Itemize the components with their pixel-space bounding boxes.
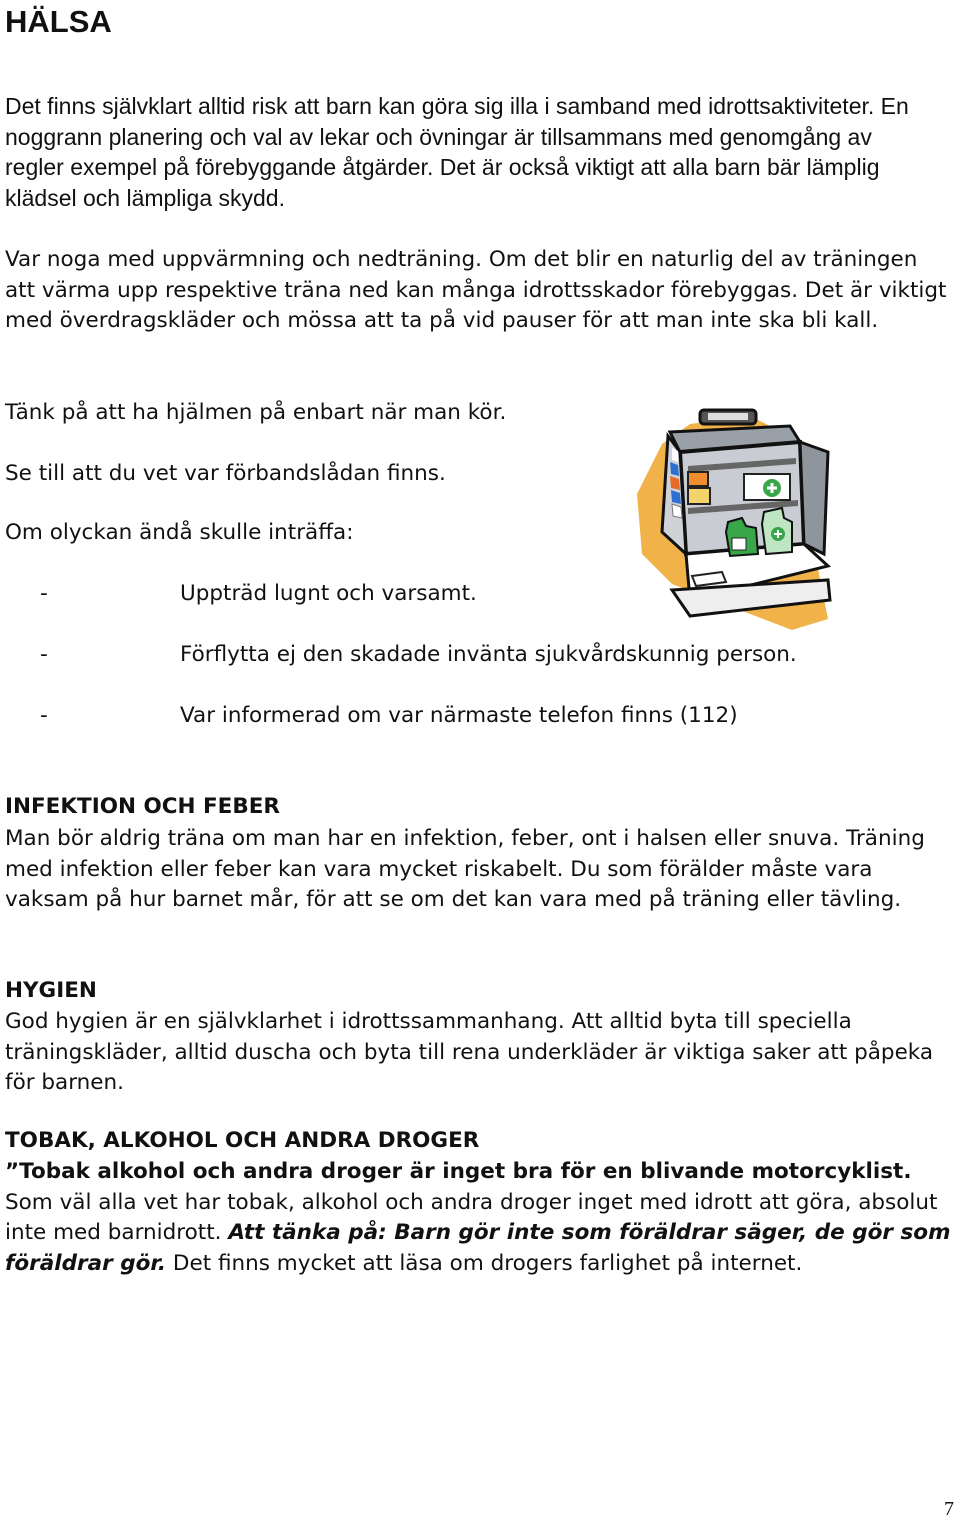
list-bullet: - (40, 642, 48, 667)
first-aid-kit-icon (632, 404, 832, 634)
list-bullet: - (40, 581, 48, 606)
tobacco-body: Som väl alla vet har tobak, alkohol och andra droger inget med idrott att göra, absolut inte med barnidrott. (5, 1189, 938, 1245)
firstaid-location-paragraph: Se till att du vet var förbandslådan finns. (5, 461, 446, 486)
infection-paragraph: Man bör aldrig träna om man har en infektion, feber, ont i halsen eller snuva. Träning med infektion eller feber kan vara mycket riskabelt. Du som förälder måste vara vaksam på hur barnet mår, för att se om det kan vara med på träning eller tävling. (5, 826, 925, 912)
list-text: Förflytta ej den skadade invänta sjukvårdskunnig person. (180, 642, 797, 667)
tobacco-body-end: Det finns mycket att läsa om drogers farlighet på internet. (172, 1250, 803, 1276)
tobacco-paragraph (5, 1157, 953, 1279)
infection-heading: INFEKTION OCH FEBER (5, 794, 280, 819)
warmup-paragraph: Var noga med uppvärmning och nedträning. Om det blir en naturlig del av träningen att värma upp respektive träna ned kan många idrottsskador förebyggas. Det är viktigt med överdragskläder och mössa att ta på vid pauser för att man inte ska bli kall. (5, 247, 947, 333)
list-text: Uppträd lugnt och varsamt. (180, 581, 477, 606)
list-bullet: - (40, 703, 48, 728)
page-title: HÄLSA (5, 4, 112, 39)
list-item (0, 640, 900, 670)
tobacco-quote: ”Tobak alkohol och andra droger är inget bra för en blivande motorcyklist. (5, 1159, 912, 1184)
intro-paragraph: Det finns självklart alltid risk att barn kan göra sig illa i samband med idrottsaktiviteter. En noggrann planering och val av lekar och övningar är tillsammans med genomgång av regler exempel på förebyggande åtgärder. Det är också viktigt att alla barn bär lämplig klädsel och lämpliga skydd. (5, 93, 909, 211)
hygiene-heading: HYGIEN (5, 978, 97, 1003)
tobacco-emphasis: Att tänka på: Barn gör inte som föräldrar säger, de gör som föräldrar gör. (5, 1220, 951, 1276)
hygiene-paragraph: God hygien är en självklarhet i idrottssammanhang. Att alltid byta till speciella träningskläder, alltid duscha och byta till rena underkläder är viktiga saker att påpeka för barnen. (5, 1009, 934, 1095)
page-number: 7 (944, 1498, 954, 1520)
list-item (0, 701, 900, 731)
list-text: Var informerad om var närmaste telefon finns (112) (180, 703, 738, 728)
accident-intro: Om olyckan ändå skulle inträffa: (5, 520, 354, 545)
tobacco-heading: TOBAK, ALKOHOL OCH ANDRA DROGER (5, 1128, 480, 1153)
helmet-paragraph: Tänk på att ha hjälmen på enbart när man kör. (5, 400, 507, 425)
